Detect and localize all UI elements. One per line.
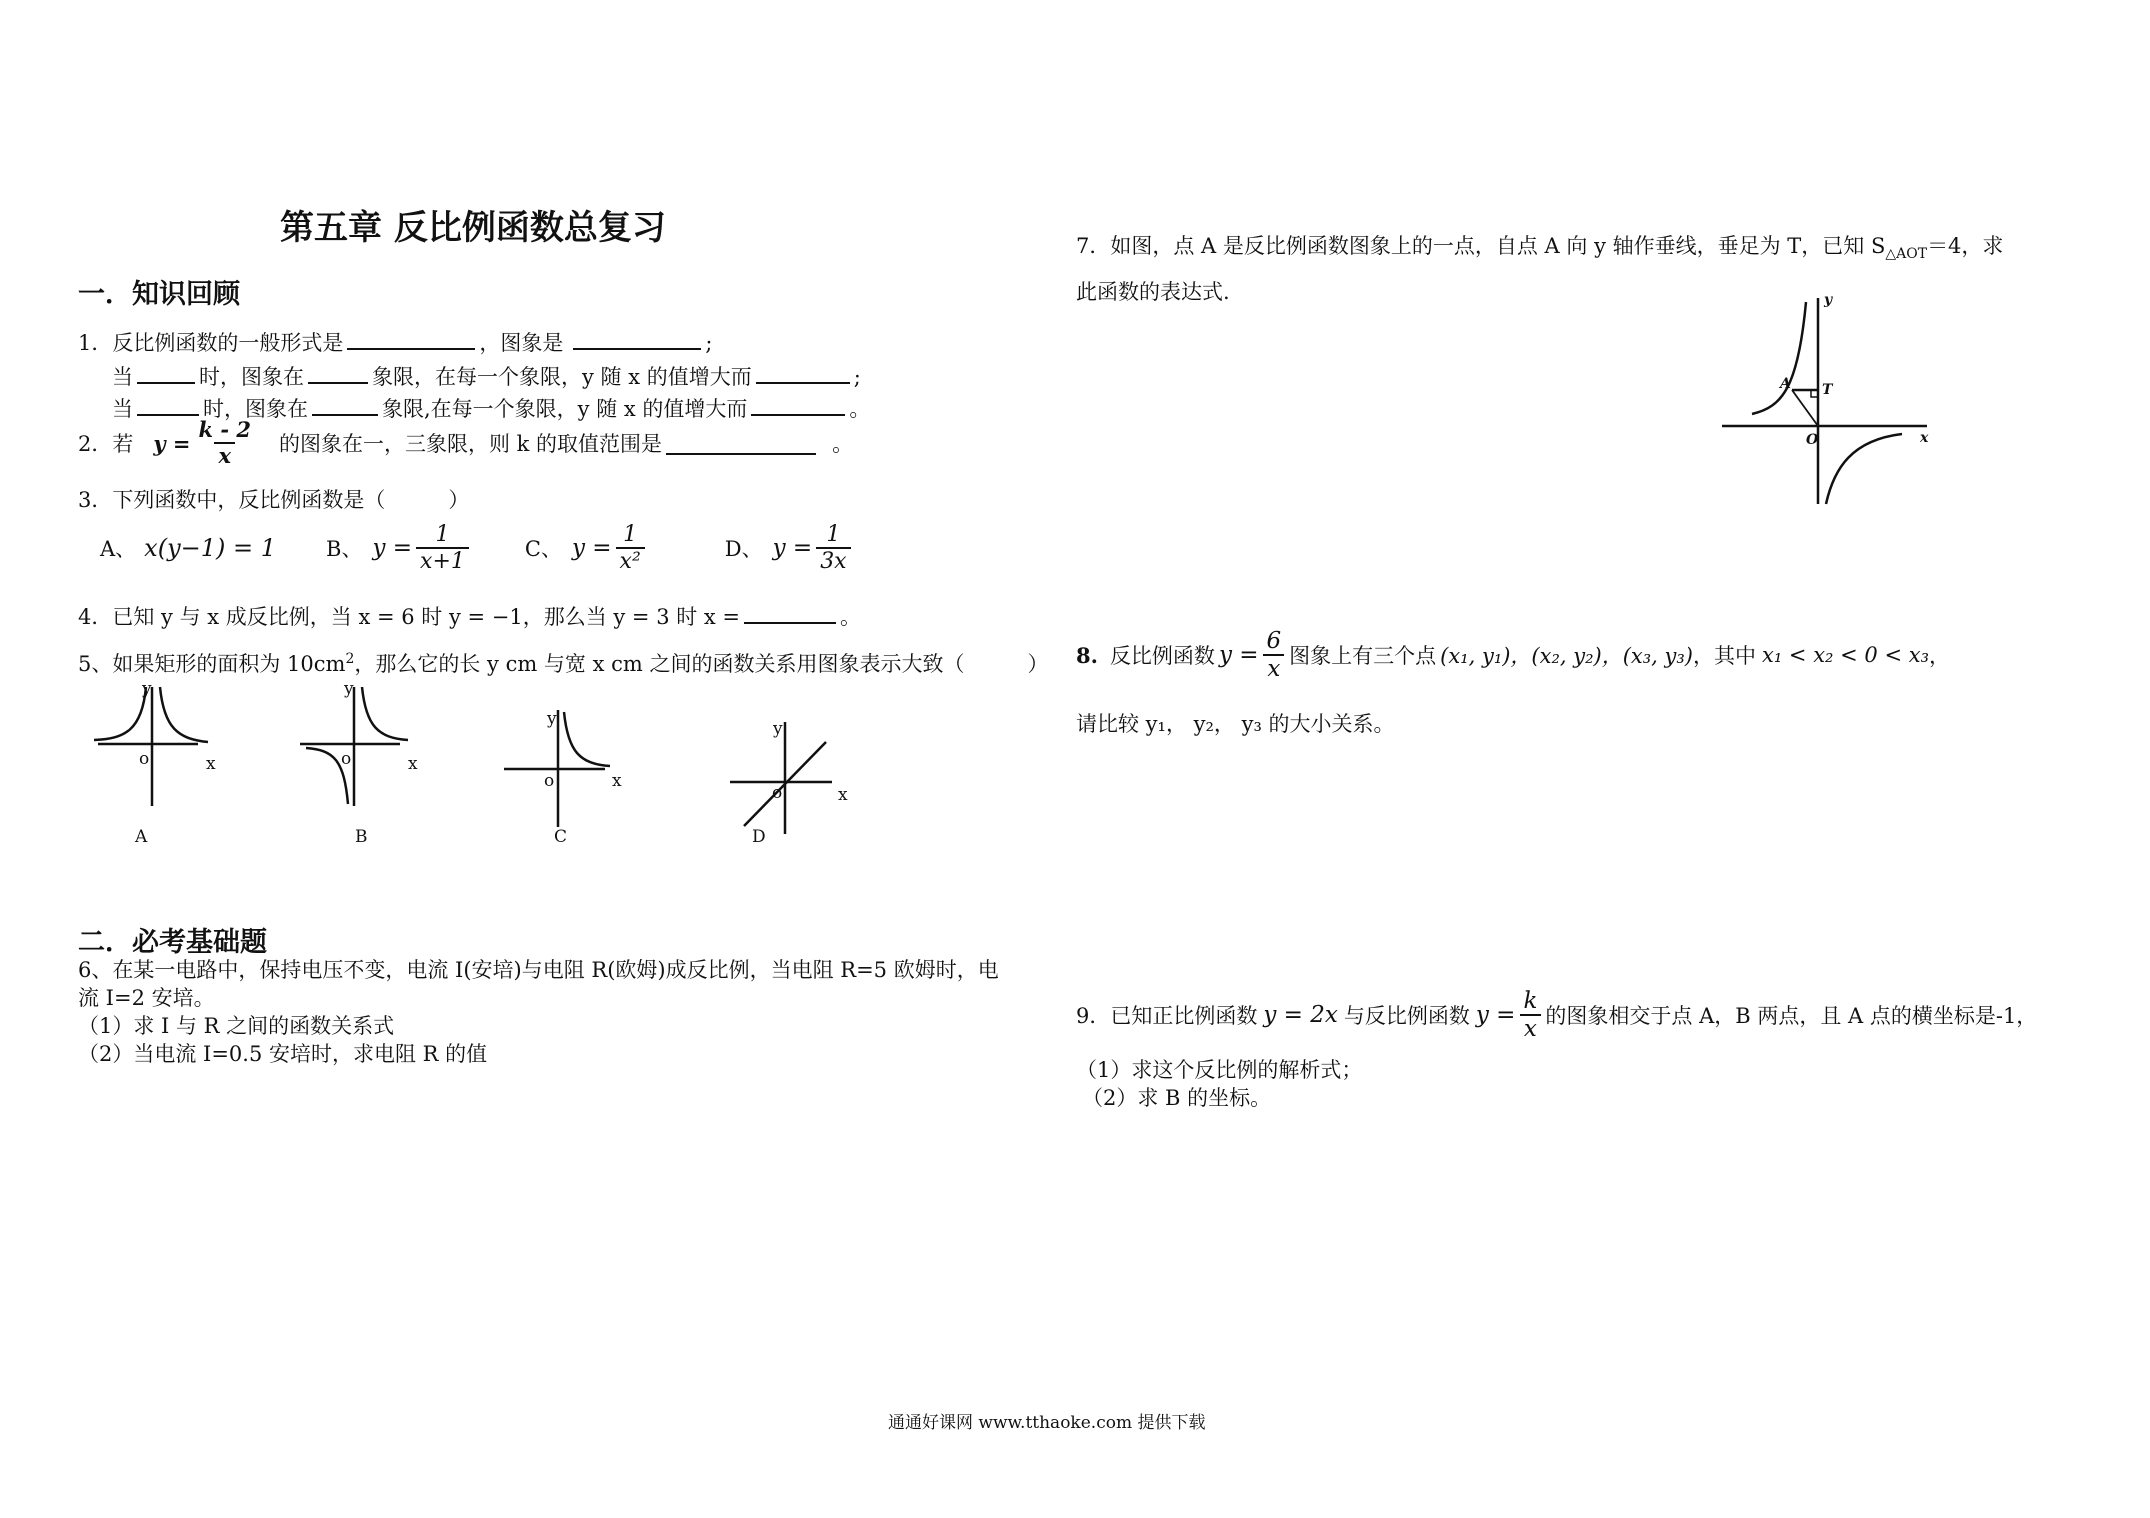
q1-text: 时，图象在 — [199, 365, 304, 389]
section-heading-basics: 二．必考基础题 — [78, 927, 267, 958]
q1-text: 当 — [112, 397, 133, 421]
numerator: 1 — [623, 522, 638, 547]
curve — [160, 687, 208, 742]
q2-text: 2．若 — [78, 432, 134, 457]
answer-blank — [751, 392, 845, 416]
q4-text: 。 — [840, 605, 862, 629]
q1-text: 1．反比例函数的一般形式是 — [78, 331, 344, 355]
denominator: x — [1520, 1014, 1541, 1042]
graph-label: B — [355, 827, 368, 847]
numerator: 1 — [435, 522, 450, 547]
numerator: 1 — [826, 522, 841, 547]
q1-text: ，图象是 — [479, 331, 564, 355]
answer-blank — [137, 360, 195, 384]
question-4 — [78, 600, 861, 631]
question-8-line-2: 请比较 y₁， y₂， y₃ 的大小关系。 — [1076, 712, 1395, 736]
origin-label: o — [544, 771, 555, 791]
question-9-sub-2: （2）求 B 的坐标。 — [1082, 1086, 1272, 1110]
x-label: x — [838, 785, 848, 805]
curve — [362, 687, 408, 740]
denominator: x — [1263, 654, 1284, 682]
option-d-label: D、 — [724, 537, 763, 562]
option-b-lhs: y = — [372, 535, 413, 562]
graph-a — [94, 687, 208, 806]
q1-text: 。 — [849, 397, 871, 421]
hyperbola-branch-q4 — [1826, 434, 1902, 504]
answer-blank — [573, 326, 701, 350]
section-heading-review: 一．知识回顾 — [78, 279, 240, 310]
y-label: y — [547, 709, 557, 729]
q5-text: ，那么它的长 y cm 与宽 x cm 之间的函数关系用图象表示大致（ ） — [354, 652, 1049, 676]
origin-label: o — [772, 783, 783, 803]
graph-label: C — [554, 827, 568, 847]
answer-blank — [347, 326, 475, 350]
q5-graphs — [80, 682, 900, 862]
question-9-sub-1: （1）求这个反比例的解析式； — [1076, 1058, 1363, 1082]
denominator: x+1 — [416, 547, 469, 574]
q2-fraction — [194, 418, 255, 468]
q2-text: 的图象在一，三象限，则 k 的取值范围是 — [278, 432, 663, 457]
option-a-expr: x(y−1) = 1 — [144, 534, 277, 563]
question-7-line-2: 此函数的表达式. — [1076, 280, 1230, 304]
q5-superscript: 2 — [345, 651, 355, 667]
footer-credit: 通通好课网 www.tthaoke.com 提供下载 — [888, 1413, 1206, 1433]
option-a-label: A、 — [100, 537, 137, 562]
answer-blank — [308, 360, 368, 384]
q8-lhs: y = — [1218, 642, 1259, 669]
q9-linear: y = 2x — [1263, 1002, 1338, 1029]
q5-text: 5、如果矩形的面积为 10cm — [78, 652, 346, 676]
q1-text: ; — [853, 365, 861, 389]
q8-fraction — [1263, 628, 1286, 683]
q7-text: 7．如图，点 A 是反比例函数图象上的一点，自点 A 向 y 轴作垂线，垂足为 T，已知 S — [1076, 234, 1886, 258]
q8-text: ，其中 — [1693, 644, 1756, 669]
option-b-label: B、 — [326, 537, 363, 562]
question-6-line-1: 6、在某一电路中，保持电压不变，电流 I(安培)与电阻 R(欧姆)成反比例，当电阻 R=5 欧姆时，电 — [78, 958, 999, 982]
q8-points: (x₁, y₁)，(x₂, y₂)，(x₃, y₃) — [1440, 644, 1693, 669]
y-label: y — [1824, 292, 1833, 308]
curve — [94, 687, 146, 740]
q2-numerator: k - 2 — [198, 417, 251, 442]
q8-text: 图象上有三个点 — [1289, 644, 1437, 669]
q9-text: 的图象相交于点 A，B 两点，且 A 点的横坐标是-1， — [1545, 1004, 2038, 1029]
x-label: x — [206, 754, 216, 774]
option-d-lhs: y = — [772, 535, 813, 562]
q7-subscript: △AOT — [1885, 246, 1928, 263]
segment-ao — [1792, 390, 1818, 426]
answer-blank — [756, 360, 850, 384]
question-1-line-1 — [78, 326, 712, 357]
origin-label: o — [341, 749, 352, 769]
q8-condition: x₁ < x₂ < 0 < x₃ — [1762, 643, 1929, 668]
question-2 — [78, 418, 853, 468]
q2-lhs: y = — [153, 430, 191, 456]
graph-b — [300, 687, 408, 806]
answer-blank — [137, 392, 199, 416]
q9-text: 9．已知正比例函数 — [1076, 1004, 1258, 1029]
q1-text: ; — [705, 331, 713, 355]
point-t-label: T — [1822, 382, 1833, 398]
page-title: 第五章 反比例函数总复习 — [280, 208, 666, 248]
option-b-fraction — [416, 522, 469, 575]
y-label: y — [773, 719, 783, 739]
q9-lhs: y = — [1475, 1002, 1516, 1029]
y-label: y — [142, 682, 152, 699]
option-c-lhs: y = — [571, 535, 612, 562]
q1-text: 时，图象在 — [203, 397, 308, 421]
answer-blank — [312, 392, 378, 416]
curve — [564, 712, 610, 766]
q8-text: ， — [1929, 644, 1950, 669]
q2-denominator: x — [214, 442, 235, 468]
x-label: x — [408, 754, 418, 774]
option-c-fraction — [616, 522, 645, 575]
q9-fraction — [1519, 988, 1541, 1043]
q9-text: 与反比例函数 — [1343, 1004, 1470, 1029]
question-1-line-2 — [112, 360, 861, 391]
answer-blank — [666, 431, 816, 455]
question-5 — [78, 648, 1048, 678]
question-6-sub-1: （1）求 I 与 R 之间的函数关系式 — [78, 1014, 395, 1038]
numerator: k — [1523, 988, 1538, 1014]
q4-text: 4．已知 y 与 x 成反比例，当 x = 6 时 y = −1，那么当 y = 3 时 x = — [78, 605, 741, 629]
answer-blank — [744, 600, 836, 624]
question-9-line-1 — [1076, 988, 2037, 1043]
denominator: x² — [616, 547, 645, 574]
q1-text: 象限,在每一个象限，y 随 x 的值增大而 — [382, 397, 748, 421]
question-3-stem: 3．下列函数中，反比例函数是（ ） — [78, 488, 470, 512]
graph-label: D — [752, 827, 766, 847]
question-8-line-1 — [1076, 628, 1950, 683]
q1-text: 象限，在每一个象限，y 随 x 的值增大而 — [372, 365, 752, 389]
question-3-options — [100, 522, 855, 575]
q8-number: 8. — [1076, 642, 1098, 668]
question-6-sub-2: （2）当电流 I=0.5 安培时，求电阻 R 的值 — [78, 1042, 488, 1066]
option-c-label: C、 — [524, 537, 562, 562]
question-6-line-2: 流 I=2 安培。 — [78, 986, 215, 1010]
numerator: 6 — [1266, 628, 1282, 654]
q7-graph — [1722, 292, 1942, 512]
point-a-label: A — [1780, 376, 1791, 392]
origin-label: o — [139, 749, 150, 769]
graph-c — [504, 710, 610, 827]
q1-text: 当 — [112, 365, 133, 389]
graph-label: A — [135, 827, 148, 847]
option-d-fraction — [816, 522, 850, 575]
denominator: 3x — [816, 547, 850, 574]
x-label: x — [612, 771, 622, 791]
x-label: x — [1920, 430, 1929, 446]
q2-text: 。 — [832, 432, 854, 457]
question-7-line-1 — [1076, 230, 2003, 262]
origin-label: O — [1806, 432, 1819, 448]
q8-text: 反比例函数 — [1109, 644, 1215, 669]
q7-text: ＝4，求 — [1927, 234, 2004, 258]
y-label: y — [344, 682, 354, 699]
